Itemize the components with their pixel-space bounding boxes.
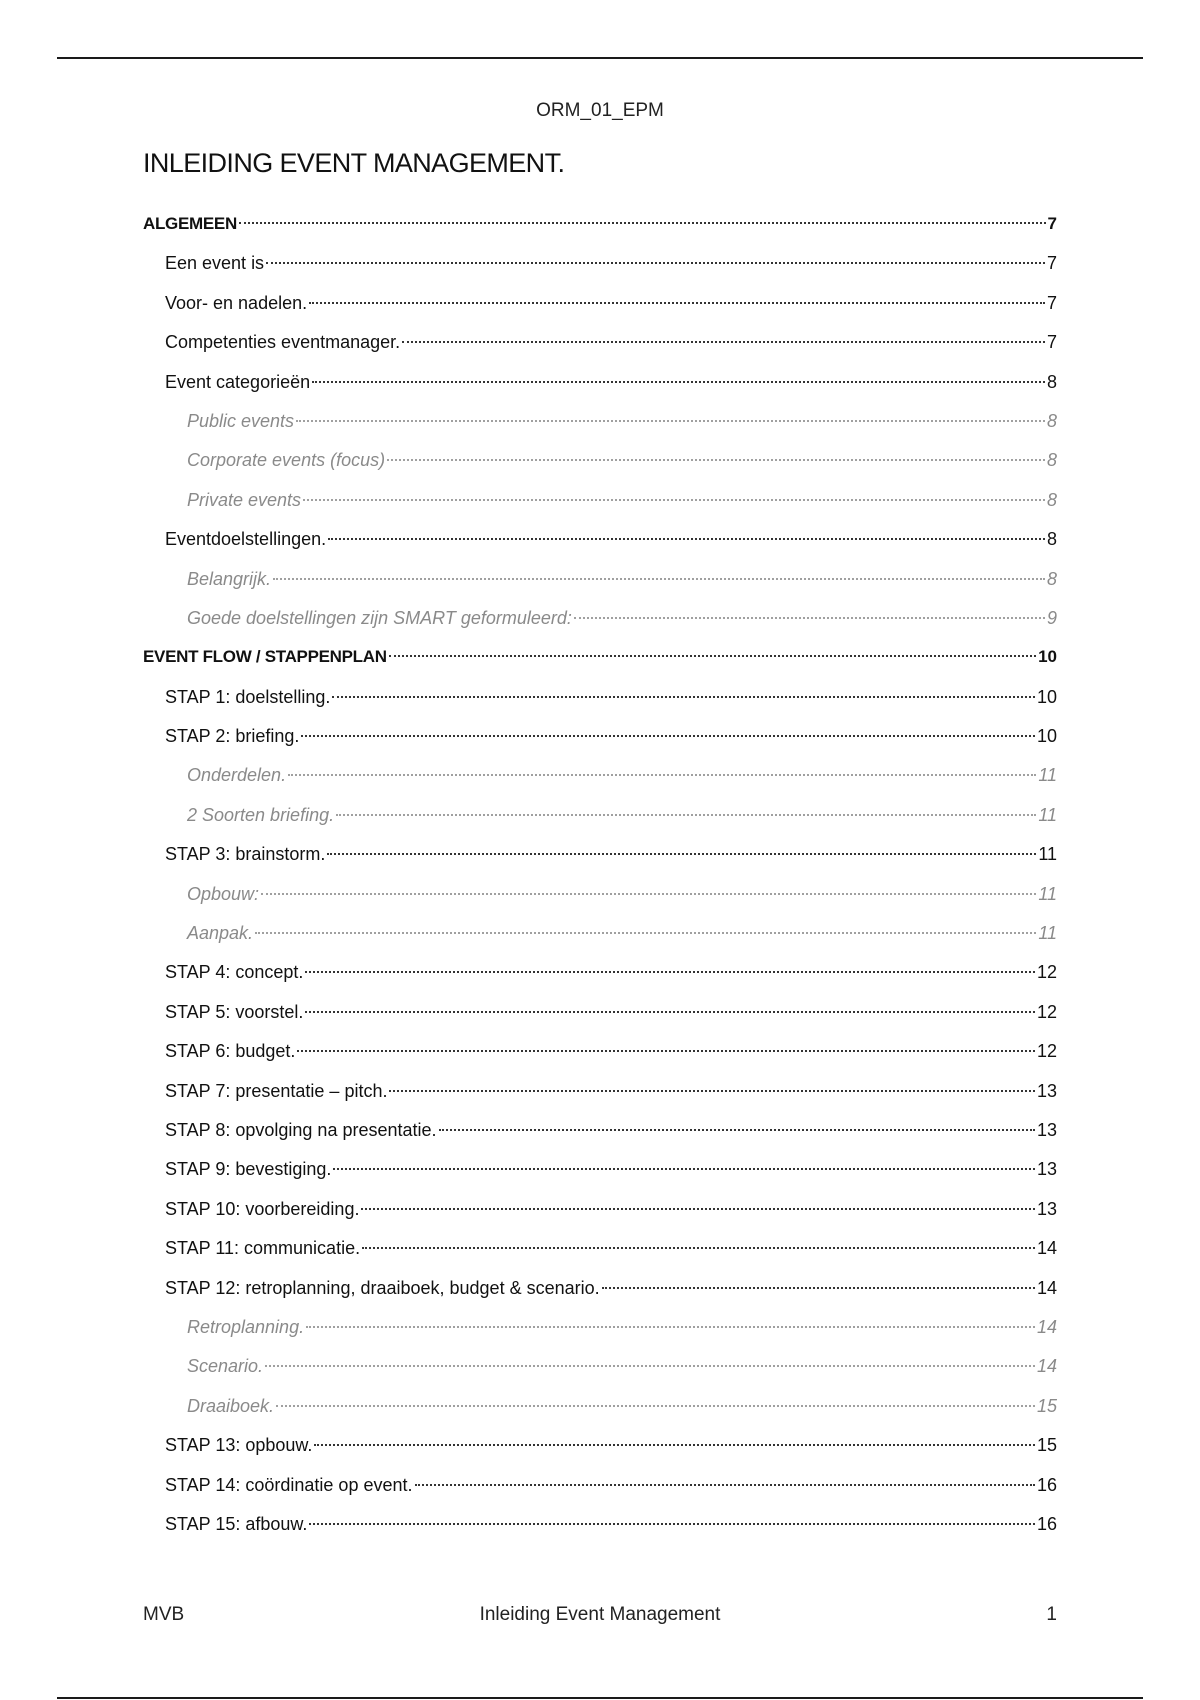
toc-dot-leader — [362, 1247, 1035, 1249]
toc-entry-label: Retroplanning. — [187, 1316, 305, 1337]
toc-dot-leader — [309, 1523, 1035, 1525]
toc-dot-leader — [574, 617, 1045, 619]
footer-rule — [57, 1697, 1143, 1699]
toc-entry-label: STAP 5: voorstel. — [165, 1001, 304, 1022]
toc-entry[interactable] — [143, 801, 1057, 840]
toc-dot-leader — [305, 1011, 1035, 1013]
toc-entry-page: 10 — [1036, 686, 1057, 707]
toc-entry[interactable] — [143, 1077, 1057, 1116]
toc-entry-page: 15 — [1036, 1435, 1057, 1456]
toc-dot-leader — [276, 1405, 1035, 1407]
toc-entry-label: STAP 6: budget. — [165, 1041, 296, 1062]
toc-entry-label: STAP 12: retroplanning, draaiboek, budget & scenario. — [165, 1277, 600, 1298]
toc-dot-leader — [389, 1090, 1035, 1092]
toc-dot-leader — [327, 853, 1036, 855]
toc-entry-label: Voor- en nadelen. — [165, 292, 308, 313]
footer-page-number: 1 — [1046, 1604, 1057, 1625]
page-title: INLEIDING EVENT MANAGEMENT. — [143, 148, 565, 178]
toc-entry-label: Onderdelen. — [187, 765, 287, 786]
toc-entry-page: 15 — [1036, 1395, 1057, 1416]
toc-dot-leader — [387, 459, 1045, 461]
toc-dot-leader — [415, 1484, 1035, 1486]
toc-entry-label: Corporate events (focus) — [187, 450, 386, 471]
toc-dot-leader — [297, 1050, 1035, 1052]
toc-entry-page: 13 — [1036, 1119, 1057, 1140]
toc-dot-leader — [328, 538, 1045, 540]
toc-entry[interactable] — [143, 1392, 1057, 1431]
toc-entry-page: 16 — [1036, 1513, 1057, 1534]
toc-entry[interactable] — [143, 525, 1057, 564]
toc-entry[interactable] — [143, 1431, 1057, 1470]
toc-entry-label: Public events — [187, 410, 295, 431]
toc-entry-page: 10 — [1038, 647, 1057, 667]
toc-entry-label: Goede doelstellingen zijn SMART geformuleerd: — [187, 607, 572, 628]
toc-entry-label: Private events — [187, 489, 302, 510]
toc-dot-leader — [402, 341, 1045, 343]
toc-entry-page: 12 — [1036, 962, 1057, 983]
table-of-contents — [143, 210, 1057, 1549]
toc-entry[interactable] — [143, 289, 1057, 328]
toc-entry-page: 8 — [1046, 410, 1057, 431]
toc-entry-page: 8 — [1046, 450, 1057, 471]
toc-entry[interactable] — [143, 1234, 1057, 1273]
toc-entry-label: Scenario. — [187, 1356, 264, 1377]
toc-entry-label: STAP 7: presentatie – pitch. — [165, 1080, 388, 1101]
toc-entry-page: 16 — [1036, 1474, 1057, 1495]
toc-dot-leader — [296, 420, 1045, 422]
page-footer — [143, 1604, 1057, 1632]
toc-entry-page: 12 — [1036, 1041, 1057, 1062]
toc-entry-page: 14 — [1036, 1277, 1057, 1298]
toc-entry-page: 8 — [1046, 529, 1057, 550]
toc-entry[interactable] — [143, 446, 1057, 485]
toc-entry-label: STAP 1: doelstelling. — [165, 686, 331, 707]
toc-entry[interactable] — [143, 1471, 1057, 1510]
toc-entry-page: 12 — [1036, 1001, 1057, 1022]
toc-entry[interactable] — [143, 919, 1057, 958]
document-code: ORM_01_EPM — [536, 100, 664, 121]
toc-dot-leader — [361, 1208, 1035, 1210]
toc-entry-page: 7 — [1046, 332, 1057, 353]
toc-entry[interactable] — [143, 1313, 1057, 1352]
toc-entry-page: 7 — [1046, 292, 1057, 313]
toc-entry-label: STAP 4: concept. — [165, 962, 304, 983]
toc-entry-page: 14 — [1036, 1316, 1057, 1337]
toc-dot-leader — [314, 1444, 1035, 1446]
toc-entry-label: STAP 8: opvolging na presentatie. — [165, 1119, 437, 1140]
toc-entry[interactable] — [143, 1155, 1057, 1194]
toc-entry[interactable] — [143, 1274, 1057, 1313]
toc-entry[interactable] — [143, 880, 1057, 919]
toc-entry-page: 8 — [1046, 568, 1057, 589]
toc-entry-label: STAP 14: coördinatie op event. — [165, 1474, 413, 1495]
toc-entry[interactable] — [143, 683, 1057, 722]
toc-dot-leader — [273, 578, 1045, 580]
toc-entry-page: 13 — [1036, 1080, 1057, 1101]
toc-entry-label: Belangrijk. — [187, 568, 272, 589]
toc-entry[interactable] — [143, 210, 1057, 249]
toc-dot-leader — [312, 381, 1045, 383]
toc-entry-label: STAP 10: voorbereiding. — [165, 1198, 360, 1219]
toc-dot-leader — [239, 222, 1046, 224]
toc-entry-label: Eventdoelstellingen. — [165, 529, 327, 550]
toc-entry[interactable] — [143, 368, 1057, 407]
toc-dot-leader — [389, 655, 1036, 657]
toc-entry-label: Draaiboek. — [187, 1395, 275, 1416]
toc-entry[interactable] — [143, 722, 1057, 761]
footer-author: MVB — [143, 1604, 185, 1625]
toc-entry-label: STAP 11: communicatie. — [165, 1238, 361, 1259]
toc-entry[interactable] — [143, 328, 1057, 367]
toc-dot-leader — [305, 971, 1035, 973]
toc-entry-page: 8 — [1046, 371, 1057, 392]
toc-entry-label: STAP 2: briefing. — [165, 726, 300, 747]
toc-entry-page: 14 — [1036, 1238, 1057, 1259]
toc-entry[interactable] — [143, 958, 1057, 997]
toc-dot-leader — [303, 499, 1045, 501]
footer-document-title: Inleiding Event Management — [479, 1604, 721, 1625]
toc-entry[interactable] — [143, 1352, 1057, 1391]
toc-entry-label: 2 Soorten briefing. — [187, 804, 335, 825]
toc-dot-leader — [309, 302, 1045, 304]
toc-dot-leader — [266, 262, 1045, 264]
toc-dot-leader — [301, 735, 1035, 737]
toc-entry-page: 9 — [1046, 607, 1057, 628]
toc-dot-leader — [332, 696, 1035, 698]
toc-entry[interactable] — [143, 407, 1057, 446]
toc-entry[interactable] — [143, 565, 1057, 604]
header-rule — [57, 57, 1143, 59]
toc-dot-leader — [265, 1365, 1035, 1367]
toc-dot-leader — [306, 1326, 1035, 1328]
toc-entry-page: 7 — [1046, 253, 1057, 274]
toc-entry-page: 11 — [1038, 765, 1057, 786]
toc-entry[interactable] — [143, 761, 1057, 800]
toc-entry[interactable] — [143, 643, 1057, 682]
toc-dot-leader — [255, 932, 1036, 934]
toc-entry-page: 7 — [1047, 214, 1057, 233]
toc-dot-leader — [439, 1129, 1035, 1131]
toc-entry-label: STAP 3: brainstorm. — [165, 844, 326, 865]
toc-dot-leader — [602, 1287, 1035, 1289]
toc-entry[interactable] — [143, 249, 1057, 288]
toc-entry-label: Event categorieën — [165, 371, 311, 392]
toc-entry-label: ALGEMEEN — [143, 214, 237, 233]
toc-entry[interactable] — [143, 1116, 1057, 1155]
toc-entry-page: 11 — [1038, 923, 1057, 944]
toc-entry[interactable] — [143, 998, 1057, 1037]
toc-entry[interactable] — [143, 1195, 1057, 1234]
toc-entry-page: 11 — [1038, 804, 1057, 825]
toc-entry[interactable] — [143, 1510, 1057, 1549]
toc-entry-label: STAP 9: bevestiging. — [165, 1159, 332, 1180]
toc-entry-label: STAP 15: afbouw. — [165, 1513, 308, 1534]
toc-entry-label: Opbouw: — [187, 883, 260, 904]
toc-dot-leader — [336, 814, 1036, 816]
toc-entry[interactable] — [143, 486, 1057, 525]
toc-entry-label: Competenties eventmanager. — [165, 332, 401, 353]
toc-entry-page: 14 — [1036, 1356, 1057, 1377]
toc-entry-page: 8 — [1046, 489, 1057, 510]
toc-entry[interactable] — [143, 1037, 1057, 1076]
toc-dot-leader — [261, 893, 1036, 895]
toc-entry[interactable] — [143, 840, 1057, 879]
toc-entry-page: 11 — [1038, 883, 1057, 904]
toc-entry-page: 13 — [1036, 1198, 1057, 1219]
toc-entry-label: EVENT FLOW / STAPPENPLAN — [143, 647, 387, 667]
toc-entry-label: Aanpak. — [187, 923, 254, 944]
toc-dot-leader — [288, 774, 1036, 776]
toc-entry-page: 13 — [1036, 1159, 1057, 1180]
toc-entry-page: 11 — [1038, 844, 1057, 865]
toc-entry-label: STAP 13: opbouw. — [165, 1435, 313, 1456]
toc-dot-leader — [333, 1168, 1035, 1170]
toc-entry[interactable] — [143, 604, 1057, 643]
toc-entry-page: 10 — [1036, 726, 1057, 747]
toc-entry-label: Een event is — [165, 253, 265, 274]
